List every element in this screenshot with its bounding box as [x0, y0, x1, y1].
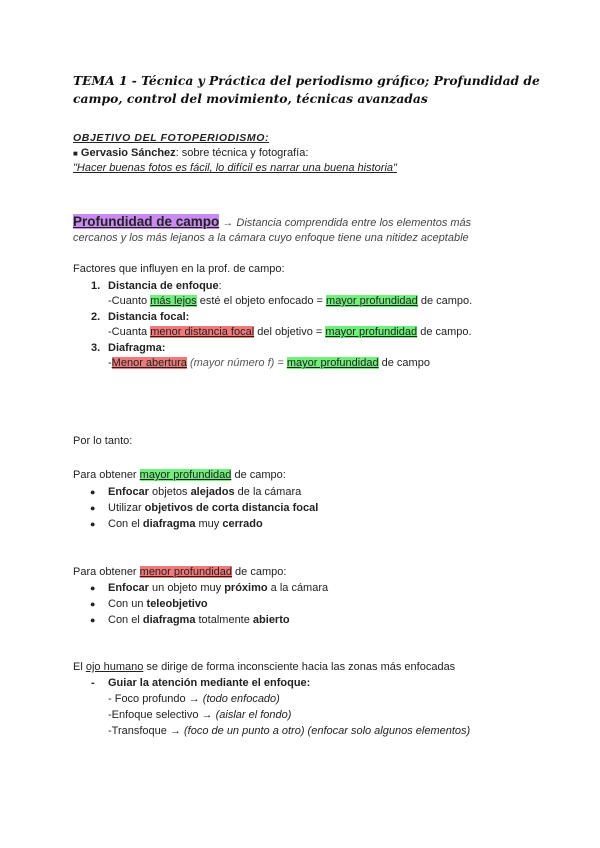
factor-1-number: 1. — [91, 280, 101, 292]
por-lo-tanto: Por lo tanto: — [73, 435, 133, 447]
highlight-green: mayor profundidad — [325, 326, 418, 338]
factor-1-label: Distancia de enfoque: — [108, 280, 222, 292]
profundidad-def2: cercanos y los más lejanos a la cámara cuyo enfoque tiene una nitidez aceptable — [73, 232, 469, 244]
guiar-heading: Guiar la atención mediante el enfoque: — [108, 677, 311, 689]
objetivo-author-line — [73, 146, 308, 161]
factor-3-desc: -Menor abertura (mayor número f) = mayor profundidad de campo — [108, 357, 430, 369]
factor-2-number: 2. — [91, 311, 101, 323]
profundidad-line1 — [73, 213, 471, 232]
mayor-intro: Para obtener mayor profundidad de campo: — [73, 469, 286, 481]
bullet-icon: ● — [90, 599, 96, 609]
factor-2-desc: -Cuanta menor distancia focal del objetivo = mayor profundidad de campo. — [108, 326, 472, 338]
bullet-icon: ● — [90, 583, 96, 593]
menor-intro: Para obtener menor profundidad de campo: — [73, 566, 287, 578]
highlight-red: Menor abertura — [111, 357, 187, 369]
menor-item-1: Enfocar un objeto muy próximo a la cámara — [108, 582, 329, 594]
right-arrow-icon: → — [222, 217, 234, 229]
mayor-item-2: Utilizar objetivos de corta distancia focal — [108, 502, 319, 514]
author-name: Gervasio Sánchez — [80, 147, 176, 159]
objetivo-heading: OBJETIVO DEL FOTOPERIODISMO: — [73, 132, 270, 144]
menor-item-3: Con el diafragma totalmente abierto — [108, 614, 290, 626]
menor-item-2: Con un teleobjetivo — [108, 598, 208, 610]
profundidad-term: Profundidad de campo — [73, 214, 220, 229]
ojo-item-1: - Foco profundo → (todo enfocado) — [108, 693, 280, 705]
bullet-icon: ● — [90, 487, 96, 497]
mayor-item-3: Con el diafragma muy cerrado — [108, 518, 263, 530]
highlight-green: mayor profundidad — [139, 469, 232, 481]
ojo-intro: El ojo humano se dirige de forma inconsciente hacia las zonas más enfocadas — [73, 661, 456, 673]
highlight-green: mayor profundidad — [286, 357, 379, 369]
factor-1-desc: -Cuanto más lejos esté el objeto enfocado = mayor profundidad de campo. — [108, 295, 473, 307]
dash-bullet: - — [91, 677, 95, 689]
objetivo-quote: "Hacer buenas fotos es fácil, lo difícil es narrar una buena historia" — [73, 162, 397, 174]
factor-2-label: Distancia focal: — [108, 311, 190, 323]
highlight-red: menor distancia focal — [150, 326, 255, 338]
profundidad-def1: Distancia comprendida entre los elementos más — [236, 217, 472, 229]
ojo-item-3: -Transfoque → (foco de un punto a otro) (enfocar solo algunos elementos) — [108, 725, 471, 737]
factor-3-label: Diafragma: — [108, 342, 166, 354]
highlight-green: más lejos — [150, 295, 197, 307]
ojo-item-2: -Enfoque selectivo → (aislar el fondo) — [108, 709, 292, 721]
square-bullet-icon: ■ — [73, 149, 78, 158]
author-desc: : sobre técnica y fotografía: — [175, 147, 309, 159]
page-title: TEMA 1 - Técnica y Práctica del periodismo gráfico; Profundidad de campo, control del movimiento, técnicas avanzadas — [73, 73, 540, 106]
bullet-icon: ● — [90, 519, 96, 529]
factor-3-number: 3. — [91, 342, 101, 354]
highlight-green: mayor profundidad — [326, 295, 418, 307]
highlight-red: menor profundidad — [139, 566, 232, 578]
mayor-item-1: Enfocar objetos alejados de la cámara — [108, 486, 302, 498]
bullet-icon: ● — [90, 615, 96, 625]
factores-intro: Factores que influyen en la prof. de campo: — [73, 263, 285, 275]
ojo-humano: ojo humano — [85, 661, 144, 673]
bullet-icon: ● — [90, 503, 96, 513]
